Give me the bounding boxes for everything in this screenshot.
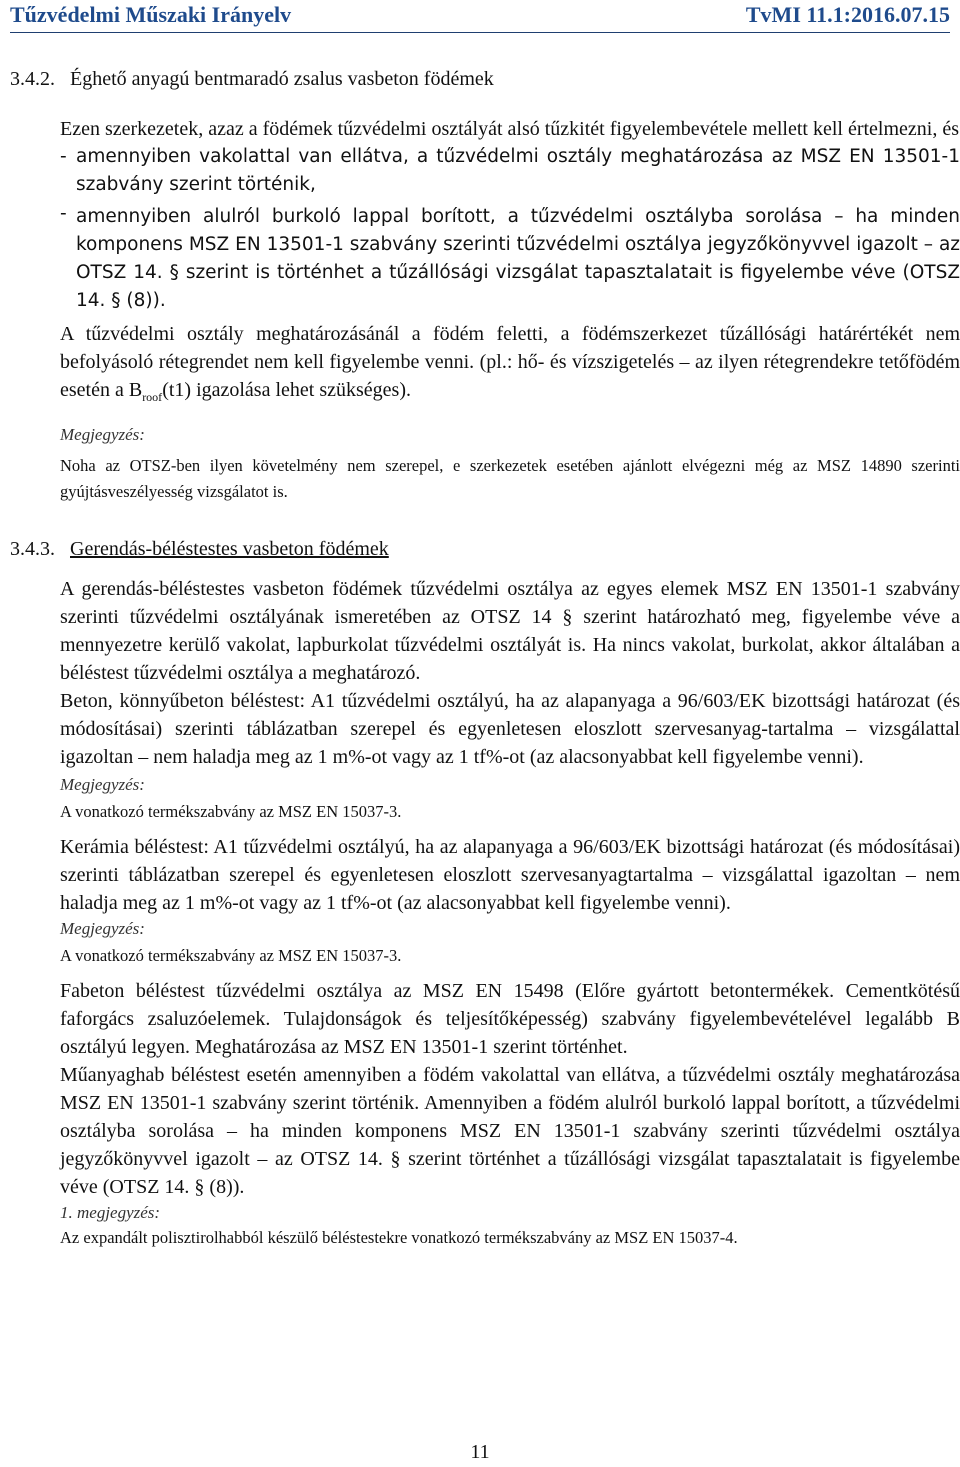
section-heading-342 bbox=[10, 68, 494, 91]
list-item: - amennyiben vakolattal van ellátva, a tűzvédelmi osztály meghatározása az MSZ EN 13501-1 szabvány szerint történik, bbox=[60, 146, 960, 195]
paragraph: A gerendás-béléstestes vasbeton födémek tűzvédelmi osztálya az egyes elemek MSZ EN 13501-1 szabvány szerinti tűzvédelmi osztályának ismeretében az OTSZ 14 § szerint határozható meg, figyelembe véve a mennyezetre kerülő vakolat, lapburkolat tűzvédelmi osztályát is. Ha nincs vakolat, burkolat, akkor általában a béléstest tűzvédelmi osztálya a meghatározó. bbox=[60, 578, 960, 684]
section-343-body bbox=[60, 575, 960, 1251]
paragraph: A tűzvédelmi osztály meghatározásánál a födém feletti, a födémszerkezet tűzállósági határértékét nem befolyásoló rétegrendet nem kell figyelembe venni. (pl.: hő- és vízszigetelés – az ilyen rétegrendekre tetőfödém esetén a $B_{roof}(t1)$ igazolása lehet szükséges). bbox=[60, 323, 960, 404]
page-number: 11 bbox=[470, 1441, 490, 1463]
note-label: Megjegyzés: bbox=[60, 919, 145, 938]
note-text: Noha az OTSZ-ben ilyen követelmény nem szerepel, e szerkezetek esetében ajánlott elvégezni még az MSZ 14890 szerinti gyújtásveszélyesség vizsgálatot is. bbox=[60, 456, 960, 501]
note-text: A vonatkozó termékszabvány az MSZ EN 15037-3. bbox=[60, 946, 402, 965]
note-text: A vonatkozó termékszabvány az MSZ EN 15037-3. bbox=[60, 802, 402, 821]
paragraph: Műanyaghab béléstest esetén amennyiben a födém vakolattal van ellátva, a tűzvédelmi osztály meghatározása MSZ EN 13501-1 szabvány szerint történik. Amennyiben a födém alulról burkoló lappal borított, a tűzvédelmi osztályba sorolása – ha minden komponens MSZ EN 13501-1 szabvány szerinti tűzvédelmi osztálya jegyzőkönyvvel igazolt – az OTSZ 14. § szerint történhet a tűzállósági vizsgálat tapasztalatait is figyelembe véve (OTSZ 14. § (8)). bbox=[60, 1064, 960, 1198]
note-label: 1. megjegyzés: bbox=[60, 1203, 161, 1222]
section-number: 3.4.3. bbox=[10, 538, 55, 560]
page-header bbox=[10, 2, 950, 33]
note-text: Az expandált polisztirolhabból készülő béléstestekre vonatkozó termékszabvány az MSZ EN 15037-4. bbox=[60, 1228, 738, 1247]
section-title: Éghető anyagú bentmaradó zsalus vasbeton födémek bbox=[70, 68, 494, 90]
header-title: Tűzvédelmi Műszaki Irányelv bbox=[10, 2, 292, 27]
intro-paragraph: Ezen szerkezetek, azaz a födémek tűzvédelmi osztályát alsó tűzkitét figyelembevétele mellett kell értelmezni, és bbox=[60, 118, 960, 140]
list-item: - amennyiben alulról burkoló lappal borított, a tűzvédelmi osztályba sorolása – ha minden komponens MSZ EN 13501-1 szabvány szerinti tűzvédelmi osztálya jegyzőkönyvvel igazolt – az OTSZ 14. § szerint is történhet a tűzállósági vizsgálat tapasztalatait is figyelembe véve (OTSZ 14. § (8)). bbox=[60, 203, 960, 311]
section-342-body bbox=[60, 115, 960, 505]
paragraph: Kerámia béléstest: A1 tűzvédelmi osztályú, ha az alapanyaga a 96/603/EK bizottsági határozat (és módosításai) szerinti táblázatban szerepel és egyenletesen eloszlott szervesanyagtartalma – vizsgálattal igazoltan – nem haladja meg az 1 m%-ot vagy az 1 tf%-ot (az alacsonyabbat kell figyelembe venni). bbox=[60, 836, 960, 914]
section-number: 3.4.2. bbox=[10, 68, 55, 90]
section-title: Gerendás-béléstestes vasbeton födémek bbox=[70, 538, 389, 560]
note-label: Megjegyzés: bbox=[60, 425, 145, 444]
paragraph: Fabeton béléstest tűzvédelmi osztálya az MSZ EN 15498 (Előre gyártott betontermékek. Cementkötésű faforgács zsaluzóelemek. Tulajdonságok és teljesítőképesség) szabvány figyelembevételével legalább B osztályú legyen. Meghatározása az MSZ EN 13501-1 szerint történhet. bbox=[60, 980, 960, 1058]
paragraph: Beton, könnyűbeton béléstest: A1 tűzvédelmi osztályú, ha az alapanyaga a 96/603/EK bizottsági határozat (és módosításai) szerinti táblázatban szerepel és egyenletesen eloszlott szervesanyag-tartalma – vizsgálattal igazoltan – nem haladja meg az 1 m%-ot vagy az 1 tf%-ot (az alacsonyabbat kell figyelembe venni). bbox=[60, 690, 960, 768]
note-label: Megjegyzés: bbox=[60, 775, 145, 794]
section-heading-343 bbox=[10, 538, 389, 561]
header-doc-id: TvMI 11.1:2016.07.15 bbox=[745, 2, 950, 27]
